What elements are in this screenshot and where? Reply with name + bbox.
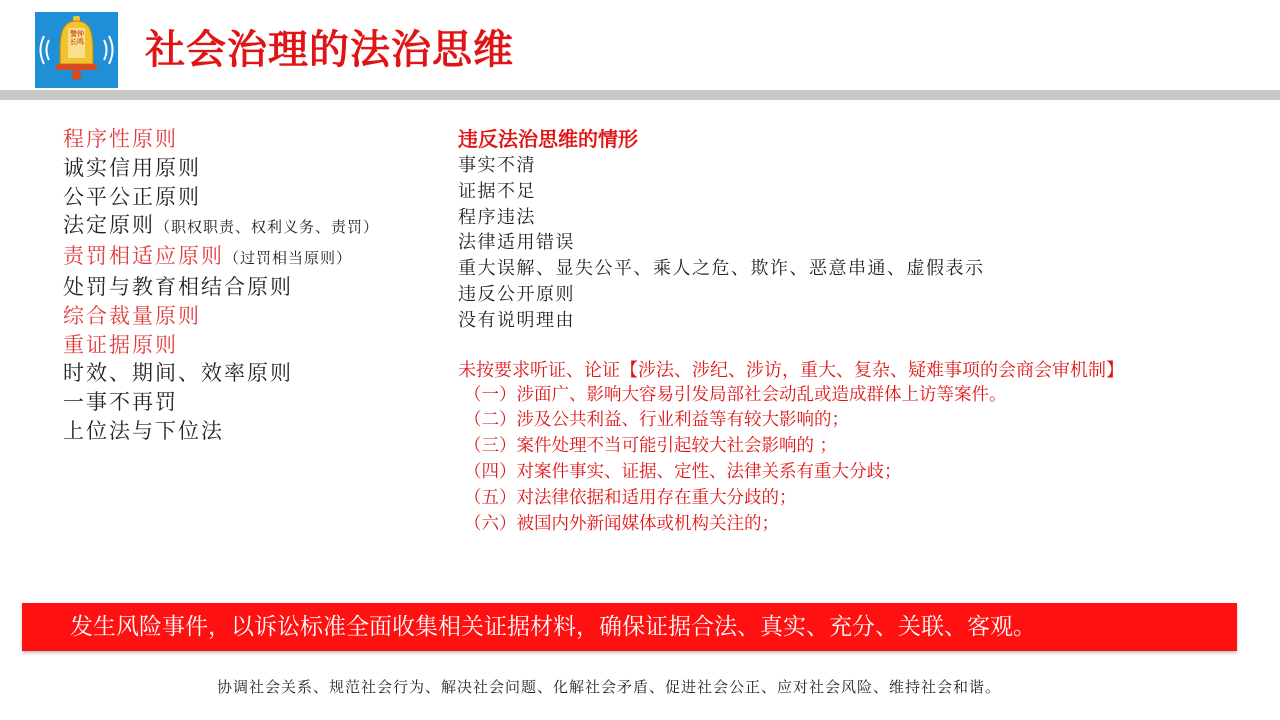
list-item: 程序违法 bbox=[458, 206, 536, 228]
list-item: 违反公开原则 bbox=[458, 283, 575, 305]
list-item: 证据不足 bbox=[458, 180, 536, 202]
list-item: 重大误解、显失公平、乘人之危、欺诈、恶意串通、虚假表示 bbox=[458, 258, 985, 280]
list-item: 时效、期间、效率原则 bbox=[63, 361, 293, 386]
hearing-item: （三）案件处理不当可能引起较大社会影响的 ； bbox=[464, 436, 838, 457]
title-divider bbox=[0, 90, 1280, 100]
spacer bbox=[458, 334, 1238, 358]
list-item: 综合裁量原则 bbox=[63, 303, 201, 328]
hearing-heading: 未按要求听证、论证【涉法、涉纪、涉访，重大、复杂、疑难事项的会商会审机制】 bbox=[458, 359, 1124, 381]
list-item-note: （职权职责、权利义务、责罚） bbox=[155, 218, 380, 237]
hearing-item: （一）涉面广、影响大容易引发局部社会动乱或造成群体上访等案件。 bbox=[464, 384, 1007, 405]
principles-list bbox=[63, 125, 453, 446]
page-title: 社会治理的法治思维 bbox=[145, 27, 514, 73]
violations-section bbox=[458, 125, 1238, 537]
list-item: 上位法与下位法 bbox=[63, 418, 224, 443]
risk-banner: 发生风险事件，以诉讼标准全面收集相关证据材料，确保证据合法、真实、充分、关联、客观。 bbox=[22, 603, 1237, 651]
section-heading: 违反法治思维的情形 bbox=[458, 127, 638, 151]
hearing-item: （六）被国内外新闻媒体或机构关注的； bbox=[464, 513, 779, 534]
logo-text: 警钟长鸣 bbox=[70, 30, 84, 46]
list-item: 没有说明理由 bbox=[458, 309, 575, 331]
list-item: 诚实信用原则 bbox=[63, 155, 201, 180]
bell-icon bbox=[35, 12, 118, 88]
bell-logo bbox=[35, 12, 118, 88]
list-item: 法定原则（职权职责、权利义务、责罚） bbox=[63, 213, 380, 238]
list-item: 法律适用错误 bbox=[458, 232, 575, 254]
list-item: 重证据原则 bbox=[63, 332, 178, 357]
list-item: 公平公正原则 bbox=[63, 184, 201, 209]
list-item-note: （过罚相当原则） bbox=[224, 249, 353, 268]
list-item: 事实不清 bbox=[458, 155, 536, 176]
list-item: 一事不再罚 bbox=[63, 390, 178, 415]
footer-summary: 协调社会关系、规范社会行为、解决社会问题、化解社会矛盾、促进社会公正、应对社会风险、维持社会和谐。 bbox=[217, 678, 1002, 696]
list-item: 处罚与教育相结合原则 bbox=[63, 274, 293, 299]
hearing-item: （五）对法律依据和适用存在重大分歧的； bbox=[464, 487, 797, 508]
list-item: 程序性原则 bbox=[63, 127, 178, 151]
hearing-item: （二）涉及公共利益、行业利益等有较大影响的； bbox=[464, 410, 849, 431]
list-item: 责罚相适应原则（过罚相当原则） bbox=[63, 244, 353, 269]
hearing-item: （四）对案件事实、证据、定性、法律关系有重大分歧； bbox=[464, 461, 902, 482]
